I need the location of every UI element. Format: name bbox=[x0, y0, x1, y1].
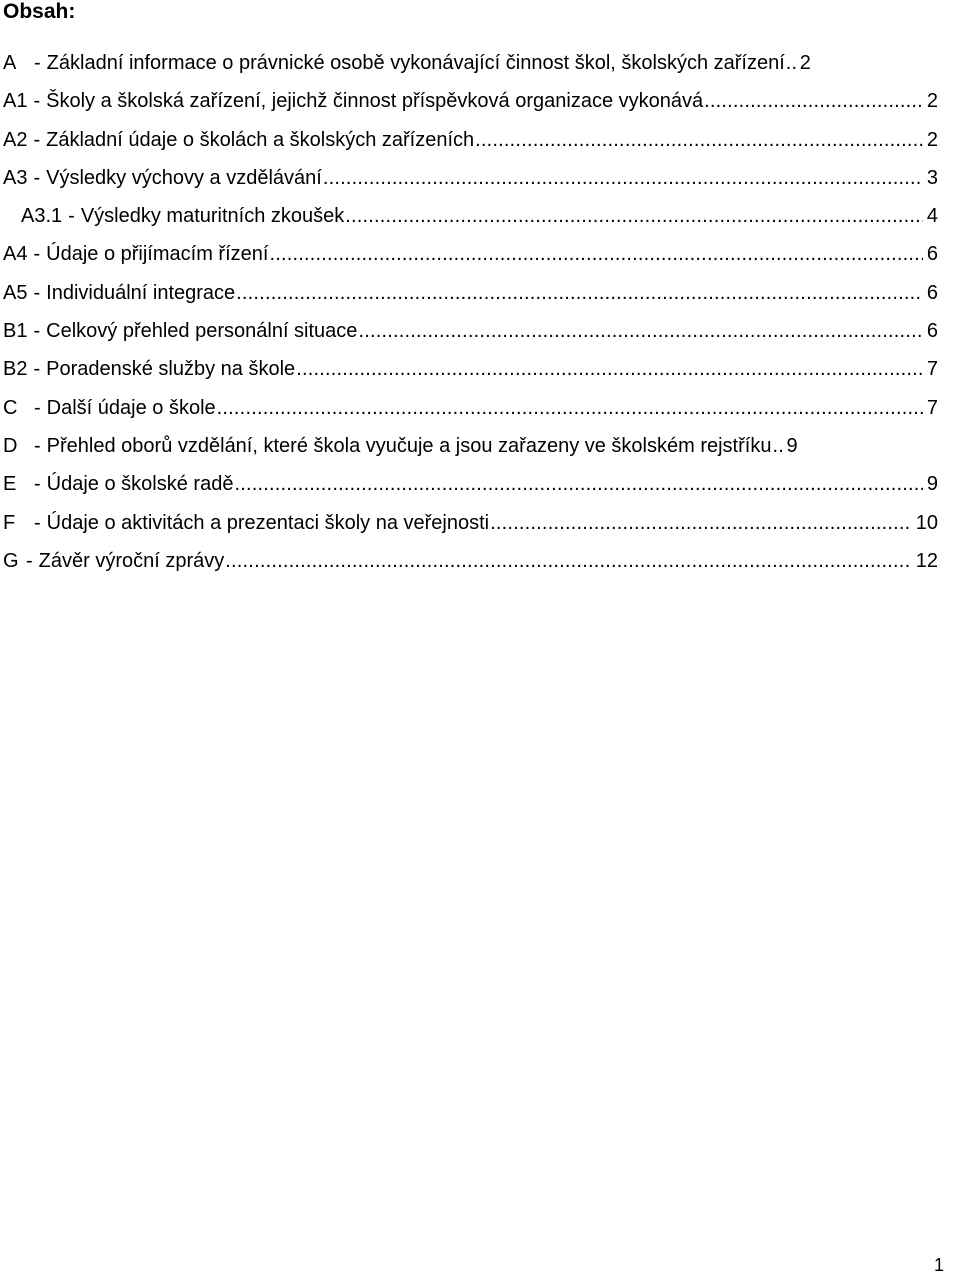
toc-entry-code: E bbox=[3, 473, 17, 496]
toc-entry-page: 3 bbox=[926, 166, 938, 189]
toc-entry-separator: - bbox=[34, 511, 41, 534]
toc-entry[interactable] bbox=[0, 235, 960, 273]
toc-entry[interactable] bbox=[0, 159, 960, 197]
toc-entry-title: Další údaje o škole bbox=[46, 396, 216, 419]
toc-entry-separator: - bbox=[33, 358, 41, 381]
toc-entry-separator: - bbox=[68, 205, 75, 228]
toc-entry-leader bbox=[772, 427, 782, 465]
toc-entry-leader bbox=[269, 235, 922, 273]
toc-entry-page: 2 bbox=[926, 90, 938, 113]
toc-entry-title: Údaje o aktivitách a prezentaci školy na veřejnosti bbox=[46, 511, 490, 534]
toc-entry-leader bbox=[490, 504, 912, 542]
toc-entry-page: 6 bbox=[926, 320, 938, 343]
toc-entry-page: 4 bbox=[926, 205, 938, 228]
table-of-contents bbox=[0, 44, 960, 580]
toc-entry-leader bbox=[225, 542, 911, 580]
toc-entry[interactable] bbox=[0, 121, 960, 159]
toc-entry-leader bbox=[217, 389, 923, 427]
toc-entry[interactable] bbox=[0, 312, 960, 350]
toc-entry-separator: - bbox=[34, 434, 41, 457]
toc-entry-title: Základní údaje o školách a školských zařízeních bbox=[46, 128, 475, 151]
toc-entry-leader bbox=[323, 159, 923, 197]
toc-entry[interactable] bbox=[0, 82, 960, 120]
toc-entry-leader bbox=[236, 274, 923, 312]
toc-entry-separator: - bbox=[34, 396, 41, 419]
toc-entry-page: 2 bbox=[799, 52, 811, 74]
toc-entry-title: Školy a školská zařízení, jejichž činnost příspěvková organizace vykonává bbox=[46, 90, 704, 113]
toc-entry[interactable] bbox=[0, 350, 960, 388]
toc-entry[interactable] bbox=[0, 504, 960, 542]
toc-entry-page: 12 bbox=[915, 549, 938, 572]
toc-entry-separator: - bbox=[33, 243, 41, 266]
toc-entry-code: G bbox=[3, 549, 19, 572]
toc-entry-title: Celkový přehled personální situace bbox=[46, 320, 358, 343]
page-title: Obsah: bbox=[3, 0, 76, 23]
toc-entry-leader bbox=[786, 44, 796, 82]
toc-entry-code: B2 bbox=[3, 358, 28, 381]
toc-entry-title: Poradenské služby na škole bbox=[46, 358, 296, 381]
toc-entry[interactable] bbox=[0, 44, 960, 82]
toc-entry-separator: - bbox=[33, 128, 41, 151]
toc-entry-title: Základní informace o právnické osobě vykonávající činnost škol, školských zařízení bbox=[46, 52, 785, 74]
toc-entry-page: 9 bbox=[786, 434, 798, 457]
toc-entry-page: 2 bbox=[926, 128, 938, 151]
toc-entry-code: A bbox=[3, 52, 17, 74]
toc-entry-title: Individuální integrace bbox=[46, 281, 236, 304]
toc-entry-page: 6 bbox=[926, 281, 938, 304]
toc-entry-leader bbox=[475, 121, 923, 159]
toc-entry-title: Údaje o školské radě bbox=[46, 473, 234, 496]
toc-entry-code: A2 bbox=[3, 128, 28, 151]
toc-entry-leader bbox=[234, 465, 922, 503]
toc-entry-title: Údaje o přijímacím řízení bbox=[46, 243, 269, 266]
toc-entry[interactable] bbox=[0, 197, 960, 235]
toc-entry-leader bbox=[296, 350, 923, 388]
toc-entry[interactable] bbox=[0, 542, 960, 580]
toc-entry-code: B1 bbox=[3, 320, 28, 343]
toc-entry-leader bbox=[358, 312, 922, 350]
toc-entry-code: A4 bbox=[3, 243, 28, 266]
toc-entry-separator: - bbox=[26, 549, 33, 572]
toc-entry-code: A3 bbox=[3, 166, 28, 189]
toc-entry-page: 7 bbox=[926, 396, 938, 419]
toc-entry-separator: - bbox=[34, 473, 41, 496]
toc-entry-code: A1 bbox=[3, 90, 28, 113]
toc-entry-leader bbox=[704, 82, 923, 120]
toc-entry[interactable] bbox=[0, 427, 960, 465]
toc-entry-page: 7 bbox=[926, 358, 938, 381]
toc-entry-title: Výsledky výchovy a vzdělávání bbox=[46, 166, 322, 189]
toc-entry-separator: - bbox=[33, 90, 41, 113]
toc-entry-separator: - bbox=[33, 166, 41, 189]
toc-entry-title: Závěr výroční zprávy bbox=[38, 549, 225, 572]
toc-entry[interactable] bbox=[0, 465, 960, 503]
toc-entry-separator: - bbox=[33, 320, 41, 343]
toc-entry[interactable] bbox=[0, 389, 960, 427]
toc-entry-page: 9 bbox=[926, 473, 938, 496]
toc-entry-leader bbox=[345, 197, 923, 235]
toc-entry-separator: - bbox=[33, 281, 41, 304]
toc-entry-code: D bbox=[3, 434, 18, 457]
toc-entry-separator: - bbox=[34, 52, 41, 74]
page-number: 1 bbox=[933, 1255, 944, 1275]
toc-entry-title: Přehled oborů vzdělání, které škola vyučuje a jsou zařazeny ve školském rejstříku bbox=[46, 434, 772, 457]
toc-entry-page: 6 bbox=[926, 243, 938, 266]
toc-entry-code: C bbox=[3, 396, 18, 419]
toc-entry-title: Výsledky maturitních zkoušek bbox=[80, 205, 345, 228]
toc-entry-code: F bbox=[3, 511, 16, 534]
toc-entry-code: A5 bbox=[3, 281, 28, 304]
toc-entry-page: 10 bbox=[915, 511, 938, 534]
toc-entry-code: A3.1 bbox=[21, 205, 63, 228]
toc-entry[interactable] bbox=[0, 274, 960, 312]
